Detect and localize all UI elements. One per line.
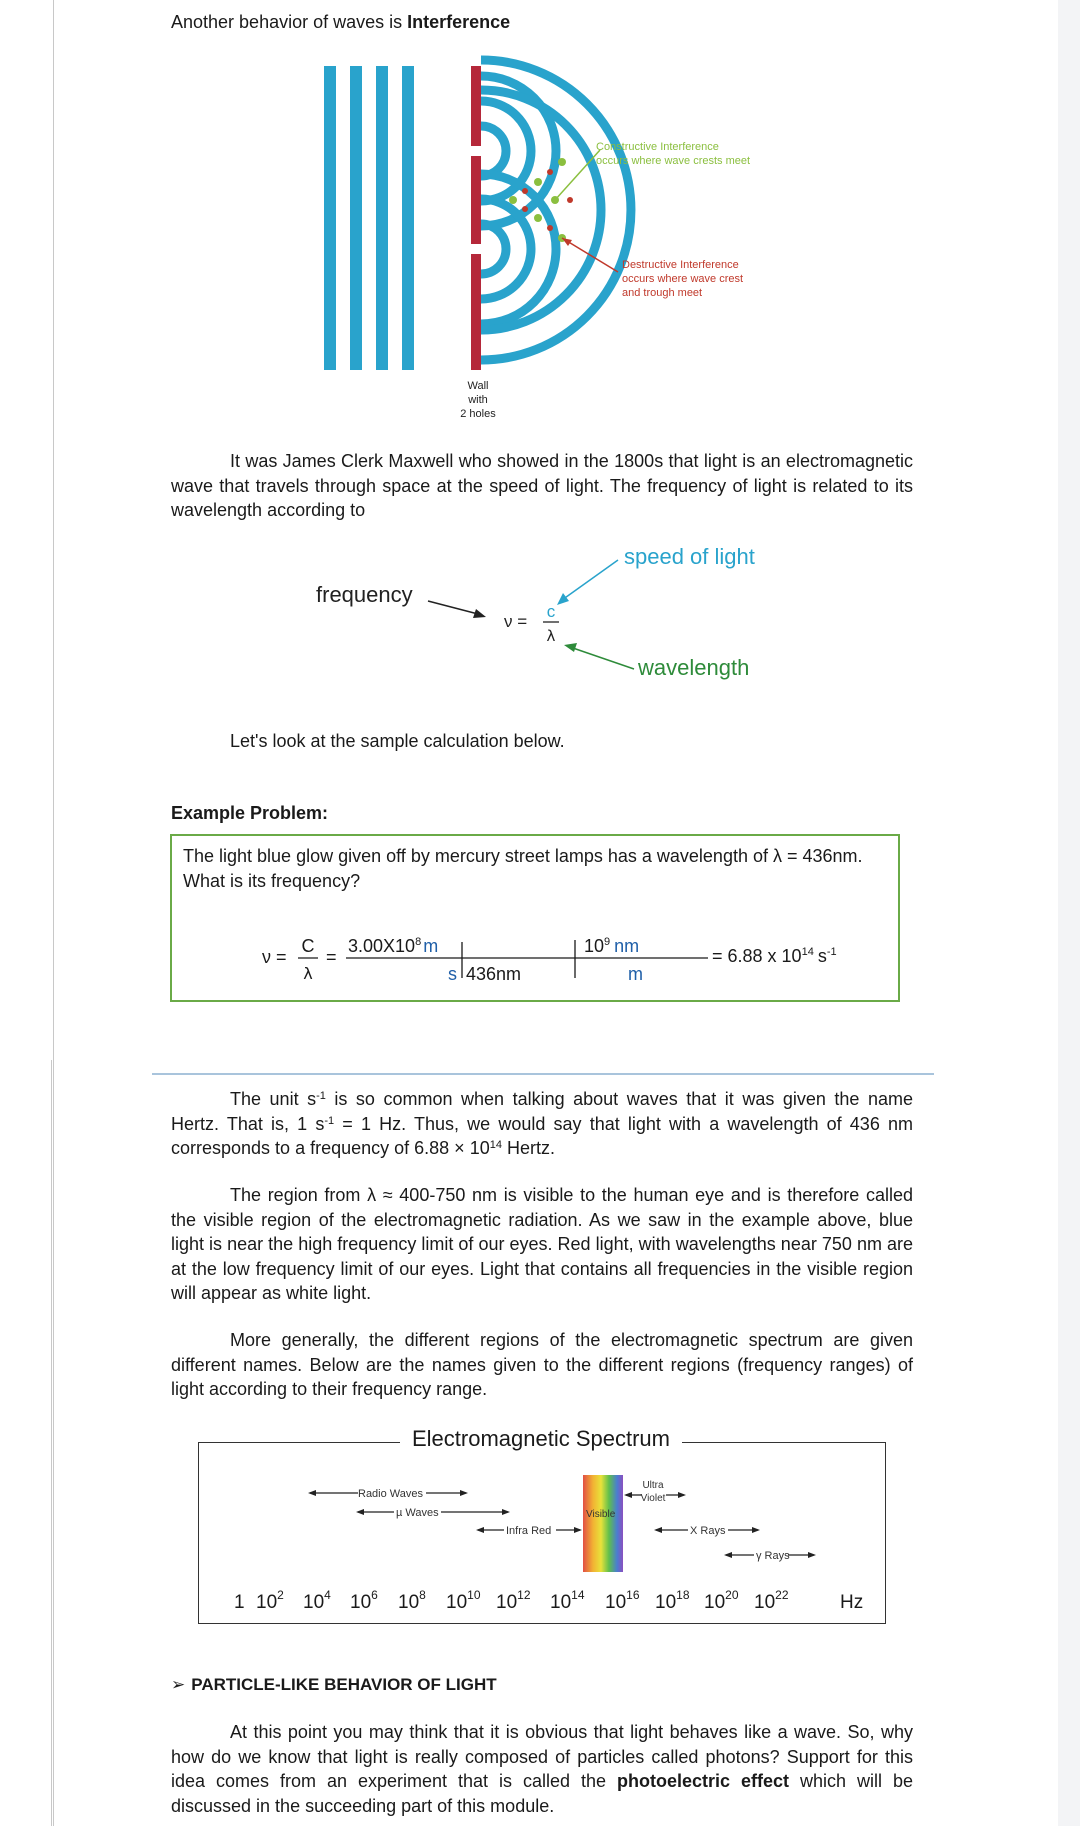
maxwell-paragraph: It was James Clerk Maxwell who showed in the 1800s that light is an electromagnetic wave that travels through space at the speed of light. The frequency of light is related to its wavelength according to [171, 451, 913, 520]
constructive-label-line1: Constructive Interference [596, 141, 719, 153]
sample-calc-line: Let's look at the sample calculation below. [230, 731, 565, 751]
speed-arrowhead [557, 593, 569, 605]
calc-result: = 6.88 x $10^{14}$ $s^{-1}$ [712, 946, 837, 966]
visible-region-paragraph: The region from λ ≈ 400-750 nm is visible to the human eye and is therefore called the visible region of the electromagnetic radiation. As we saw in the example above, blue light is near the high frequency limit of our eyes. Red light, with wavelengths near 750 nm are at the low frequency limit of our eyes. Light that contains all frequencies in the visible region will appear as white light. [171, 1185, 913, 1303]
calc-wavelength: 436nm [466, 964, 522, 984]
intro-bold-term: Interference [407, 12, 511, 32]
band-microwave: µ Waves [396, 1507, 439, 1519]
wall-label-line3: 2 holes [460, 408, 496, 420]
spectrum-title: Electromagnetic Spectrum [400, 1426, 682, 1452]
tick-label: $10^{18}$ [655, 1588, 690, 1613]
example-problem-box [170, 834, 900, 1002]
wall-label-line1: Wall [467, 380, 489, 392]
calc-c: C [301, 936, 315, 956]
frequency-arrowhead [473, 609, 486, 618]
band-infrared: Infra Red [506, 1525, 552, 1537]
wavelength-label: wavelength [638, 655, 750, 680]
destructive-label-line2: occurs where wave crest [622, 273, 744, 285]
plane-waves [324, 66, 414, 370]
formula-c: c [546, 602, 556, 621]
page-margin-rule [53, 0, 54, 1826]
spectrum-unit: Hz [840, 1592, 864, 1613]
calc-conversion-num: $10^9$ nm [584, 936, 640, 956]
interference-diagram [300, 50, 820, 430]
photoelectric-effect-term: photoelectric effect [617, 1771, 790, 1791]
example-heading: Example Problem: [171, 803, 329, 823]
calc-s: s [448, 964, 457, 984]
wavelength-arrowhead [564, 643, 577, 652]
speed-arrow [562, 560, 618, 600]
formula-nu: ν = [504, 612, 528, 631]
tick-label: $10^{10}$ [446, 1588, 481, 1613]
tick-label: $10^8$ [398, 1588, 426, 1613]
tick-label: $10^{20}$ [704, 1588, 739, 1613]
frequency-label: frequency [316, 582, 413, 607]
example-problem-text: The light blue glow given off by mercury street lamps has a wavelength of λ = 436nm. What is its frequency? [183, 846, 863, 891]
particle-heading: ➢ PARTICLE-LIKE BEHAVIOR OF LIGHT [171, 1675, 497, 1695]
wavelength-arrow [570, 647, 634, 669]
tick-label: $10^2$ [256, 1588, 284, 1613]
frequency-formula-diagram [300, 535, 800, 695]
example-calculation [262, 926, 862, 996]
intro-line [171, 10, 971, 35]
calc-nu: ν = [262, 947, 287, 967]
calc-speed: $3.00X10^8$ m [348, 936, 439, 956]
intro-text: Another behavior of waves is [171, 12, 408, 32]
calc-eq: = [326, 947, 337, 967]
tick-label: 1 [234, 1592, 245, 1613]
destructive-label-line1: Destructive Interference [622, 259, 739, 271]
tick-label: $10^6$ [350, 1588, 378, 1613]
wall-with-holes [471, 66, 481, 370]
wall-label-line2: with [468, 394, 488, 406]
visible-band [583, 1475, 623, 1572]
page-margin-rule-lower [51, 1060, 52, 1826]
formula-lambda: λ [546, 627, 556, 645]
tick-label: $10^{22}$ [754, 1588, 789, 1613]
spectrum-diagram [198, 1442, 886, 1624]
constructive-label-line2: occurs where wave crests meet [596, 155, 751, 167]
tick-label: $10^{16}$ [605, 1588, 640, 1613]
band-uv-line1: Ultra [642, 1480, 664, 1491]
bullet-arrow-icon: ➢ [171, 1675, 186, 1695]
tick-label: $10^{14}$ [550, 1588, 585, 1613]
band-visible: Visible [586, 1509, 616, 1520]
regions-paragraph: More generally, the different regions of the electromagnetic spectrum are given different names. Below are the names given to the different regions (frequency ranges) of light according to their frequency range. [171, 1330, 913, 1399]
calc-conversion-den: m [628, 964, 643, 984]
frequency-arrow [428, 601, 478, 614]
destructive-arrowhead [562, 238, 572, 246]
band-gamma: γ Rays [756, 1550, 790, 1562]
band-uv-line2: Violet [640, 1493, 666, 1504]
section-divider [152, 1073, 934, 1075]
destructive-label-line3: and trough meet [622, 287, 703, 299]
diffracted-waves [481, 60, 631, 360]
tick-label: $10^{12}$ [496, 1588, 531, 1613]
calc-lambda: λ [303, 964, 313, 983]
tick-label: $10^4$ [303, 1588, 331, 1613]
band-radio: Radio Waves [358, 1488, 424, 1500]
band-xray: X Rays [690, 1525, 726, 1537]
particle-paragraph: At this point you may think that it is obvious that light behaves like a wave. So, why how do we know that light is really composed of particles called photons? Support for this idea comes from an experiment that is called the photoelectric effect which will be discussed in the succeeding part of this module. [171, 1722, 913, 1816]
frequency-ticks [234, 1588, 789, 1613]
hertz-paragraph: The unit $s^{-1}$ is so common when talking about waves that it was given the name Hertz. That is, 1 $s^{-1} = 1$ Hz. Thus, we would say that light with a wavelength of 436 nm corresponds to a frequency of $6.88 \times 10^{14}$ Hertz. [171, 1089, 913, 1158]
speed-of-light-label: speed of light [624, 544, 755, 569]
